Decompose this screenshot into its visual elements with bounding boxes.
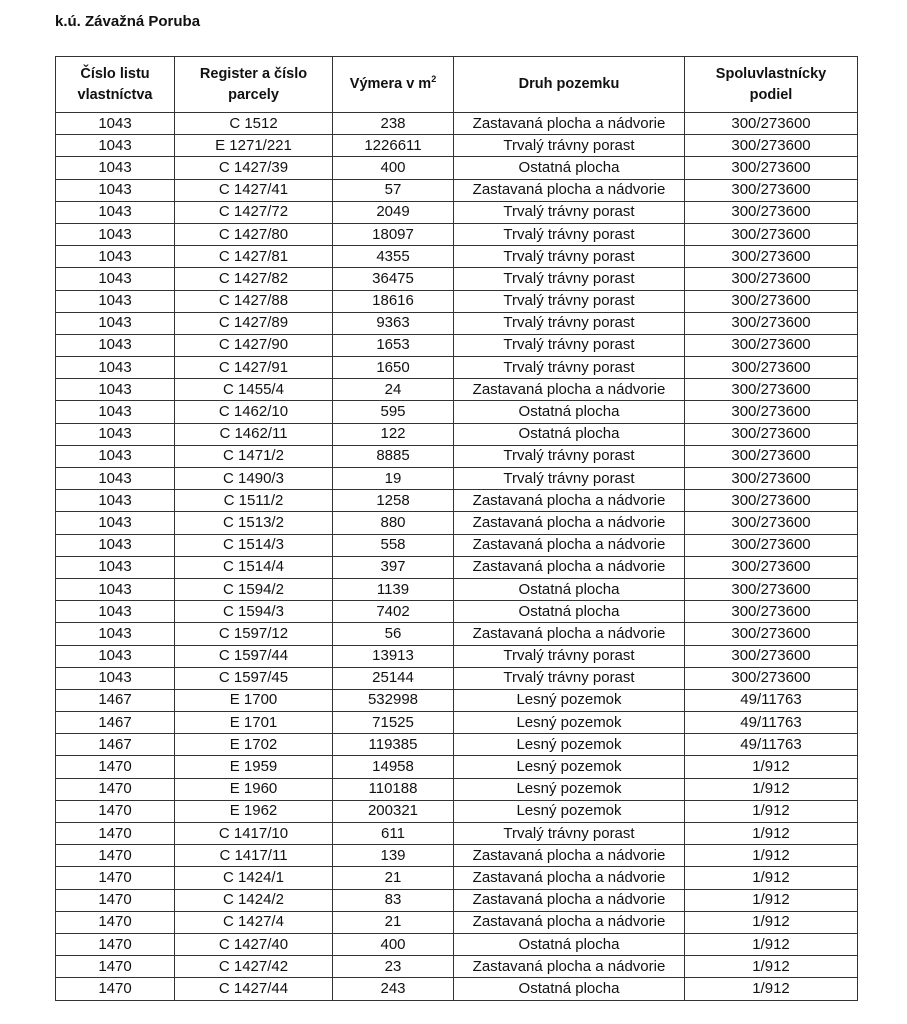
table-header-row [56, 57, 858, 113]
cell-land-type: Trvalý trávny porast [454, 667, 685, 689]
cell-area: 21 [333, 911, 454, 933]
cell-area: 1653 [333, 334, 454, 356]
cell-parcel: C 1427/4 [175, 911, 333, 933]
header-land-type: Druh pozemku [454, 57, 685, 113]
table-row [56, 201, 858, 223]
cell-parcel: C 1490/3 [175, 468, 333, 490]
cell-parcel: C 1427/41 [175, 179, 333, 201]
table-row [56, 578, 858, 600]
cell-parcel: C 1462/11 [175, 423, 333, 445]
cell-share: 1/912 [685, 911, 858, 933]
cell-land-type: Lesný pozemok [454, 800, 685, 822]
cell-parcel: C 1594/2 [175, 578, 333, 600]
cell-parcel: C 1427/90 [175, 334, 333, 356]
table-row [56, 778, 858, 800]
cell-ownership-sheet: 1470 [56, 978, 175, 1000]
table-row [56, 290, 858, 312]
cell-parcel: E 1271/221 [175, 135, 333, 157]
cell-ownership-sheet: 1043 [56, 357, 175, 379]
cell-land-type: Zastavaná plocha a nádvorie [454, 512, 685, 534]
cell-land-type: Zastavaná plocha a nádvorie [454, 867, 685, 889]
parcel-table [55, 56, 858, 1001]
cell-share: 49/11763 [685, 734, 858, 756]
table-row [56, 357, 858, 379]
cell-area: 1226611 [333, 135, 454, 157]
cell-area: 2049 [333, 201, 454, 223]
cell-area: 400 [333, 157, 454, 179]
cell-ownership-sheet: 1470 [56, 823, 175, 845]
cell-ownership-sheet: 1043 [56, 334, 175, 356]
header-ownership-sheet: Číslo listu vlastníctva [56, 57, 175, 113]
cell-land-type: Trvalý trávny porast [454, 246, 685, 268]
cell-ownership-sheet: 1043 [56, 113, 175, 135]
table-row [56, 268, 858, 290]
cell-area: 1650 [333, 357, 454, 379]
cell-land-type: Zastavaná plocha a nádvorie [454, 379, 685, 401]
document-title: k.ú. Závažná Poruba [55, 13, 201, 30]
cell-ownership-sheet: 1470 [56, 956, 175, 978]
table-row [56, 889, 858, 911]
cell-ownership-sheet: 1043 [56, 179, 175, 201]
cell-land-type: Ostatná plocha [454, 157, 685, 179]
header-area: Výmera v $m^2$ [333, 57, 454, 113]
cell-share: 1/912 [685, 933, 858, 955]
cell-land-type: Zastavaná plocha a nádvorie [454, 113, 685, 135]
cell-share: 300/273600 [685, 623, 858, 645]
cell-area: 1139 [333, 578, 454, 600]
cell-land-type: Lesný pozemok [454, 778, 685, 800]
cell-land-type: Lesný pozemok [454, 689, 685, 711]
cell-share: 300/273600 [685, 667, 858, 689]
header-share: Spoluvlastnícky podiel [685, 57, 858, 113]
cell-land-type: Trvalý trávny porast [454, 268, 685, 290]
cell-area: 57 [333, 179, 454, 201]
table-row [56, 956, 858, 978]
cell-parcel: C 1594/3 [175, 601, 333, 623]
cell-ownership-sheet: 1467 [56, 689, 175, 711]
table-row [56, 689, 858, 711]
cell-share: 300/273600 [685, 312, 858, 334]
cell-parcel: C 1427/80 [175, 223, 333, 245]
cell-ownership-sheet: 1470 [56, 911, 175, 933]
cell-share: 300/273600 [685, 357, 858, 379]
cell-area: 13913 [333, 645, 454, 667]
cell-land-type: Trvalý trávny porast [454, 645, 685, 667]
cell-ownership-sheet: 1043 [56, 578, 175, 600]
cell-parcel: C 1427/44 [175, 978, 333, 1000]
cell-parcel: E 1960 [175, 778, 333, 800]
cell-share: 300/273600 [685, 490, 858, 512]
cell-parcel: E 1959 [175, 756, 333, 778]
cell-share: 49/11763 [685, 712, 858, 734]
cell-land-type: Ostatná plocha [454, 933, 685, 955]
cell-land-type: Trvalý trávny porast [454, 201, 685, 223]
cell-share: 1/912 [685, 778, 858, 800]
cell-ownership-sheet: 1043 [56, 623, 175, 645]
cell-ownership-sheet: 1043 [56, 645, 175, 667]
cell-share: 300/273600 [685, 334, 858, 356]
cell-area: 122 [333, 423, 454, 445]
cell-area: 139 [333, 845, 454, 867]
table-row [56, 512, 858, 534]
table-row [56, 113, 858, 135]
cell-area: 880 [333, 512, 454, 534]
cell-area: 14958 [333, 756, 454, 778]
cell-land-type: Ostatná plocha [454, 601, 685, 623]
cell-land-type: Lesný pozemok [454, 712, 685, 734]
cell-area: 71525 [333, 712, 454, 734]
table-row [56, 401, 858, 423]
table-row [56, 157, 858, 179]
cell-parcel: C 1462/10 [175, 401, 333, 423]
table-row [56, 223, 858, 245]
cell-share: 300/273600 [685, 512, 858, 534]
cell-ownership-sheet: 1467 [56, 712, 175, 734]
table-row [56, 534, 858, 556]
cell-share: 300/273600 [685, 268, 858, 290]
cell-ownership-sheet: 1043 [56, 312, 175, 334]
cell-land-type: Trvalý trávny porast [454, 290, 685, 312]
cell-share: 300/273600 [685, 379, 858, 401]
cell-area: 83 [333, 889, 454, 911]
cell-parcel: C 1417/10 [175, 823, 333, 845]
cell-parcel: C 1427/81 [175, 246, 333, 268]
cell-parcel: E 1700 [175, 689, 333, 711]
cell-share: 300/273600 [685, 201, 858, 223]
cell-area: 238 [333, 113, 454, 135]
cell-ownership-sheet: 1043 [56, 667, 175, 689]
table-row [56, 312, 858, 334]
table-row [56, 623, 858, 645]
cell-parcel: C 1427/82 [175, 268, 333, 290]
cell-area: 532998 [333, 689, 454, 711]
cell-share: 300/273600 [685, 601, 858, 623]
cell-area: 110188 [333, 778, 454, 800]
table-row [56, 334, 858, 356]
cell-parcel: C 1512 [175, 113, 333, 135]
cell-area: 558 [333, 534, 454, 556]
table-row [56, 867, 858, 889]
cell-ownership-sheet: 1470 [56, 800, 175, 822]
cell-share: 1/912 [685, 823, 858, 845]
table-row [56, 978, 858, 1000]
cell-share: 300/273600 [685, 423, 858, 445]
cell-area: 18097 [333, 223, 454, 245]
cell-ownership-sheet: 1470 [56, 778, 175, 800]
table-row [56, 667, 858, 689]
cell-ownership-sheet: 1043 [56, 401, 175, 423]
table-row [56, 601, 858, 623]
table-row [56, 756, 858, 778]
cell-land-type: Zastavaná plocha a nádvorie [454, 889, 685, 911]
cell-share: 1/912 [685, 867, 858, 889]
cell-land-type: Ostatná plocha [454, 401, 685, 423]
cell-land-type: Trvalý trávny porast [454, 334, 685, 356]
cell-parcel: C 1427/89 [175, 312, 333, 334]
cell-area: 243 [333, 978, 454, 1000]
cell-share: 1/912 [685, 956, 858, 978]
cell-parcel: C 1471/2 [175, 445, 333, 467]
cell-share: 300/273600 [685, 401, 858, 423]
cell-ownership-sheet: 1470 [56, 867, 175, 889]
table-row [56, 490, 858, 512]
cell-parcel: C 1597/12 [175, 623, 333, 645]
cell-land-type: Trvalý trávny porast [454, 823, 685, 845]
cell-area: 56 [333, 623, 454, 645]
cell-area: 4355 [333, 246, 454, 268]
cell-area: 24 [333, 379, 454, 401]
cell-land-type: Zastavaná plocha a nádvorie [454, 534, 685, 556]
cell-ownership-sheet: 1043 [56, 512, 175, 534]
cell-share: 1/912 [685, 889, 858, 911]
cell-ownership-sheet: 1470 [56, 845, 175, 867]
cell-area: 200321 [333, 800, 454, 822]
cell-parcel: C 1424/1 [175, 867, 333, 889]
cell-parcel: E 1702 [175, 734, 333, 756]
cell-land-type: Trvalý trávny porast [454, 357, 685, 379]
cell-parcel: C 1513/2 [175, 512, 333, 534]
table-row [56, 712, 858, 734]
cell-land-type: Ostatná plocha [454, 423, 685, 445]
cell-ownership-sheet: 1043 [56, 379, 175, 401]
table-row [56, 645, 858, 667]
cell-ownership-sheet: 1043 [56, 290, 175, 312]
cell-land-type: Zastavaná plocha a nádvorie [454, 956, 685, 978]
cell-parcel: C 1597/45 [175, 667, 333, 689]
cell-ownership-sheet: 1467 [56, 734, 175, 756]
cell-share: 300/273600 [685, 135, 858, 157]
cell-parcel: C 1514/3 [175, 534, 333, 556]
cell-share: 300/273600 [685, 645, 858, 667]
cell-ownership-sheet: 1043 [56, 445, 175, 467]
cell-parcel: C 1427/72 [175, 201, 333, 223]
cell-land-type: Zastavaná plocha a nádvorie [454, 556, 685, 578]
cell-share: 300/273600 [685, 113, 858, 135]
cell-parcel: E 1962 [175, 800, 333, 822]
cell-land-type: Trvalý trávny porast [454, 135, 685, 157]
table-row [56, 379, 858, 401]
cell-area: 21 [333, 867, 454, 889]
cell-area: 397 [333, 556, 454, 578]
table-row [56, 933, 858, 955]
cell-ownership-sheet: 1043 [56, 223, 175, 245]
cell-parcel: C 1455/4 [175, 379, 333, 401]
cell-land-type: Trvalý trávny porast [454, 223, 685, 245]
cell-share: 1/912 [685, 978, 858, 1000]
cell-share: 300/273600 [685, 223, 858, 245]
cell-parcel: E 1701 [175, 712, 333, 734]
cell-share: 1/912 [685, 756, 858, 778]
cell-share: 300/273600 [685, 578, 858, 600]
cell-land-type: Trvalý trávny porast [454, 468, 685, 490]
cell-land-type: Lesný pozemok [454, 756, 685, 778]
cell-share: 1/912 [685, 845, 858, 867]
cell-ownership-sheet: 1470 [56, 933, 175, 955]
cell-ownership-sheet: 1043 [56, 246, 175, 268]
table-body [56, 113, 858, 1001]
cell-ownership-sheet: 1043 [56, 268, 175, 290]
cell-land-type: Zastavaná plocha a nádvorie [454, 911, 685, 933]
cell-ownership-sheet: 1043 [56, 157, 175, 179]
cell-ownership-sheet: 1043 [56, 423, 175, 445]
cell-area: 23 [333, 956, 454, 978]
cell-ownership-sheet: 1043 [56, 534, 175, 556]
table-row [56, 468, 858, 490]
cell-share: 1/912 [685, 800, 858, 822]
table-row [56, 556, 858, 578]
cell-land-type: Zastavaná plocha a nádvorie [454, 179, 685, 201]
cell-area: 25144 [333, 667, 454, 689]
cell-ownership-sheet: 1043 [56, 201, 175, 223]
cell-parcel: C 1511/2 [175, 490, 333, 512]
cell-parcel: C 1514/4 [175, 556, 333, 578]
cell-area: 18616 [333, 290, 454, 312]
table-row [56, 734, 858, 756]
table-row [56, 800, 858, 822]
cell-share: 300/273600 [685, 534, 858, 556]
cell-ownership-sheet: 1043 [56, 468, 175, 490]
cell-area: 1258 [333, 490, 454, 512]
table-row [56, 423, 858, 445]
cell-area: 8885 [333, 445, 454, 467]
cell-ownership-sheet: 1470 [56, 889, 175, 911]
table-row [56, 845, 858, 867]
cell-land-type: Trvalý trávny porast [454, 445, 685, 467]
table-row [56, 445, 858, 467]
cell-land-type: Zastavaná plocha a nádvorie [454, 845, 685, 867]
cell-land-type: Zastavaná plocha a nádvorie [454, 490, 685, 512]
cell-share: 49/11763 [685, 689, 858, 711]
cell-parcel: C 1427/91 [175, 357, 333, 379]
table-row [56, 135, 858, 157]
cell-share: 300/273600 [685, 179, 858, 201]
cell-area: 119385 [333, 734, 454, 756]
cell-area: 9363 [333, 312, 454, 334]
cell-ownership-sheet: 1043 [56, 135, 175, 157]
cell-land-type: Zastavaná plocha a nádvorie [454, 623, 685, 645]
cell-area: 400 [333, 933, 454, 955]
cell-share: 300/273600 [685, 468, 858, 490]
cell-share: 300/273600 [685, 290, 858, 312]
cell-parcel: C 1597/44 [175, 645, 333, 667]
cell-share: 300/273600 [685, 556, 858, 578]
cell-land-type: Lesný pozemok [454, 734, 685, 756]
cell-ownership-sheet: 1043 [56, 601, 175, 623]
cell-ownership-sheet: 1043 [56, 556, 175, 578]
cell-area: 595 [333, 401, 454, 423]
cell-land-type: Ostatná plocha [454, 578, 685, 600]
cell-parcel: C 1427/39 [175, 157, 333, 179]
cell-area: 7402 [333, 601, 454, 623]
cell-share: 300/273600 [685, 157, 858, 179]
cell-area: 19 [333, 468, 454, 490]
cell-land-type: Ostatná plocha [454, 978, 685, 1000]
table-row [56, 246, 858, 268]
cell-ownership-sheet: 1043 [56, 490, 175, 512]
table-row [56, 823, 858, 845]
cell-ownership-sheet: 1470 [56, 756, 175, 778]
cell-land-type: Trvalý trávny porast [454, 312, 685, 334]
cell-share: 300/273600 [685, 445, 858, 467]
cell-parcel: C 1427/88 [175, 290, 333, 312]
cell-share: 300/273600 [685, 246, 858, 268]
cell-parcel: C 1427/42 [175, 956, 333, 978]
table-row [56, 911, 858, 933]
cell-area: 611 [333, 823, 454, 845]
cell-parcel: C 1424/2 [175, 889, 333, 911]
cell-parcel: C 1417/11 [175, 845, 333, 867]
header-parcel: Register a číslo parcely [175, 57, 333, 113]
table-row [56, 179, 858, 201]
cell-area: 36475 [333, 268, 454, 290]
cell-parcel: C 1427/40 [175, 933, 333, 955]
